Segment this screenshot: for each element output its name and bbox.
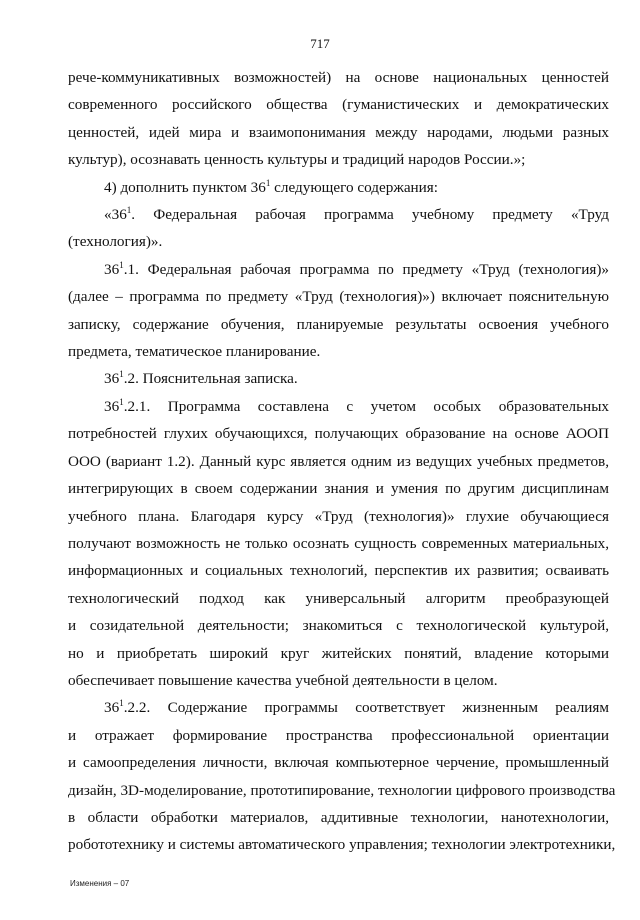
text-line: и самоопределения личности, включая компьютерное черчение, промышленный [68, 754, 609, 772]
paragraph [68, 201, 609, 256]
paragraph [68, 256, 609, 366]
text-line: дизайн, 3D-моделирование, прототипирование, технологии цифрового производства [68, 781, 616, 799]
text-run: . Федеральная рабочая программа учебному предмету «Труд [131, 206, 609, 224]
text-line: современного российского общества (гуманистических и демократических [68, 96, 609, 114]
text-run: 4) дополнить пунктом 36 [104, 178, 266, 196]
text-line: (технология)». [68, 233, 163, 251]
text-line: но и приобретать широкий круг житейских понятий, владение которыми [68, 644, 609, 662]
text-run: следующего содержания: [270, 178, 439, 196]
text-run: 36 [104, 699, 120, 717]
paragraph [68, 393, 609, 694]
paragraph [68, 694, 616, 858]
paragraph [68, 365, 609, 392]
superscript: 1 [119, 369, 124, 380]
superscript: 1 [126, 204, 132, 215]
text-line [68, 201, 609, 228]
paragraph [68, 64, 609, 174]
text-line: и отражает формирование пространства профессиональной ориентации [68, 726, 609, 744]
text-line [68, 393, 609, 420]
text-line: учебного плана. Благодаря курсу «Труд (технология)» глухие обучающиеся [68, 507, 609, 525]
text-line: технологический подход как универсальный алгоритм преобразующей [68, 589, 609, 607]
document-body [68, 64, 616, 859]
text-line: записку, содержание обучения, планируемые результаты освоения учебного [68, 315, 609, 333]
text-line: в области обработки материалов, аддитивные технологии, нанотехнологии, [68, 808, 609, 826]
text-run: .2. Пояснительная записка. [123, 370, 298, 388]
text-line: ценностей, идей мира и взаимопонимания между народами, людьми разных [68, 123, 609, 141]
text-run: «36 [104, 206, 127, 224]
text-run: .2.1. Программа составлена с учетом особых образовательных [123, 397, 609, 415]
text-line: предмета, тематическое планирование. [68, 343, 321, 361]
text-line: робототехнику и системы автоматического управления; технологии электротехники, [68, 836, 616, 854]
page-number: 717 [310, 36, 330, 51]
text-run: 36 [104, 370, 120, 388]
text-run: 36 [104, 397, 120, 415]
paragraph [68, 174, 609, 201]
text-line [68, 694, 609, 721]
text-run: 36 [104, 260, 120, 278]
text-run: .2.2. Содержание программы соответствует жизненным реалиям [123, 699, 609, 717]
text-line: информационных и социальных технологий, перспектив их развития; осваивать [68, 562, 609, 580]
text-line: и созидательной деятельности; знакомиться с технологической культурой, [68, 617, 609, 635]
superscript: 1 [119, 396, 124, 407]
text-line: ООО (вариант 1.2). Данный курс является одним из ведущих учебных предметов, [68, 452, 609, 470]
footer-revision: Изменения – 07 [70, 879, 130, 888]
superscript: 1 [119, 698, 124, 709]
text-line: обеспечивает повышение качества учебной деятельности в целом. [68, 671, 498, 689]
text-run: .1. Федеральная рабочая программа по предмету «Труд (технология)» [123, 260, 609, 278]
text-line: получают возможность не только осознать сущность современных материальных, [68, 534, 609, 552]
text-line: рече-коммуникативных возможностей) на основе национальных ценностей [68, 69, 609, 86]
text-line: интегрирующих в своем содержании знания и умения по другим дисциплинам [68, 480, 609, 498]
superscript: 1 [265, 177, 271, 188]
text-line: потребностей глухих обучающихся, получающих образование на основе АООП [68, 425, 609, 443]
text-line: культур), осознавать ценность культуры и традиций народов России.»; [68, 151, 526, 169]
superscript: 1 [119, 259, 124, 270]
text-line [68, 256, 609, 283]
text-line: (далее – программа по предмету «Труд (технология)») включает пояснительную [68, 288, 609, 306]
